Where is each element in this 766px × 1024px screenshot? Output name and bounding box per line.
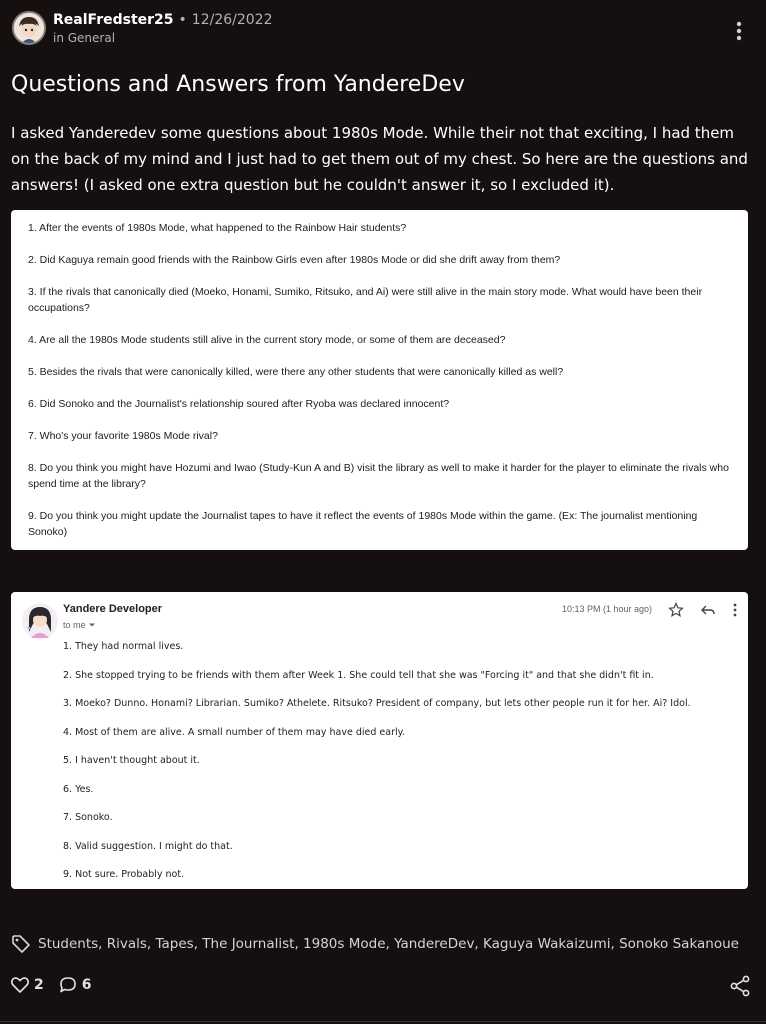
more-options-button[interactable]	[724, 16, 754, 46]
comment-count: 6	[81, 977, 92, 993]
answer-item: 4. Most of them are alive. A small number of them may have died early.	[63, 726, 405, 738]
question-item: 9. Do you think you might update the Journalist tapes to have it reflect the events of 1980s Mode within the game. (Ex: The journalist mentioning Sonoko)	[28, 510, 698, 538]
sender-avatar	[21, 602, 59, 640]
post-category[interactable]: in General	[53, 31, 116, 45]
question-item: 7. Who's your favorite 1980s Mode rival?	[28, 430, 218, 442]
tags-list[interactable]: Students, Rivals, Tapes, The Journalist, 1980s Mode, YandereDev, Kaguya Wakaizumi, Sonoko Sakanoue	[38, 936, 739, 952]
comment-button[interactable]	[58, 975, 92, 995]
question-item: 3. If the rivals that canonically died (Moeko, Honami, Sumiko, Ritsuko, and Ai) were still alive in the main story mode. What would have been their occupations?	[28, 286, 703, 314]
divider	[0, 1021, 766, 1022]
post-title: Questions and Answers from YandereDev	[11, 72, 465, 97]
avatar-image	[14, 13, 44, 43]
email-time: 10:13 PM (1 hour ago)	[561, 604, 652, 614]
question-item: 5. Besides the rivals that were canonically killed, were there any other students that were canonically killed as well?	[28, 366, 564, 378]
heart-icon	[10, 975, 30, 995]
answer-item: 5. I haven't thought about it.	[63, 755, 200, 766]
author-avatar[interactable]	[12, 11, 46, 45]
questions-image	[11, 210, 748, 550]
email-recipient	[63, 620, 96, 630]
share-icon	[728, 974, 752, 998]
chevron-down-icon	[88, 622, 96, 628]
tag-icon	[11, 934, 31, 954]
post-tags	[11, 934, 739, 954]
comment-icon	[58, 975, 78, 995]
answers-list	[63, 640, 736, 897]
email-sender: Yandere Developer	[63, 603, 163, 615]
like-button[interactable]	[10, 975, 44, 995]
star-icon	[668, 602, 684, 618]
answer-item: 3. Moeko? Dunno. Honami? Librarian. Sumiko? Athelete. Ritsuko? President of company, but lets other people run it for her. Ai? Idol.	[63, 698, 691, 709]
question-item: 8. Do you think you might have Hozumi and Iwao (Study-Kun A and B) visit the library as well to make it harder for the player to eliminate the rivals who spend time at the library?	[28, 462, 729, 490]
answer-item: 9. Not sure. Probably not.	[63, 869, 185, 880]
post-stats	[10, 975, 106, 995]
question-item: 4. Are all the 1980s Mode students still alive in the current story mode, or some of them are deceased?	[28, 334, 506, 346]
answer-item: 1. They had normal lives.	[63, 641, 184, 652]
author-line	[53, 12, 273, 28]
questions-list	[11, 210, 748, 540]
answer-item: 6. Yes.	[63, 783, 94, 795]
post-date: 12/26/2022	[191, 12, 273, 28]
question-item: 2. Did Kaguya remain good friends with the Rainbow Girls even after 1980s Mode or did she drift away from them?	[28, 254, 561, 266]
post-body: I asked Yanderedev some questions about 1980s Mode. While their not that exciting, I had them on the back of my mind and I just had to get them out of my chest. So here are the questions and answers! (I asked one extra question but he couldn't answer it, so I excluded it).	[11, 124, 748, 194]
answer-item: 8. Valid suggestion. I might do that.	[63, 840, 233, 852]
answer-item: 2. She stopped trying to be friends with them after Week 1. She could tell that she was "Forcing it" and that she didn't fit in.	[63, 669, 654, 681]
more-vertical-icon	[728, 602, 742, 618]
answers-image	[11, 592, 748, 889]
share-button[interactable]	[728, 974, 752, 998]
recipient-label: to me	[63, 620, 86, 630]
question-item: 6. Did Sonoko and the Journalist's relationship soured after Ryoba was declared innocent?	[28, 398, 450, 410]
separator-dot: •	[178, 12, 187, 28]
post-header	[12, 10, 754, 50]
reply-icon	[700, 602, 716, 618]
question-item: 1. After the events of 1980s Mode, what happened to the Rainbow Hair students?	[28, 222, 407, 234]
like-count: 2	[34, 977, 44, 993]
more-vertical-icon	[736, 21, 742, 41]
author-name[interactable]: RealFredster25	[53, 12, 174, 28]
answer-item: 7. Sonoko.	[63, 812, 113, 823]
